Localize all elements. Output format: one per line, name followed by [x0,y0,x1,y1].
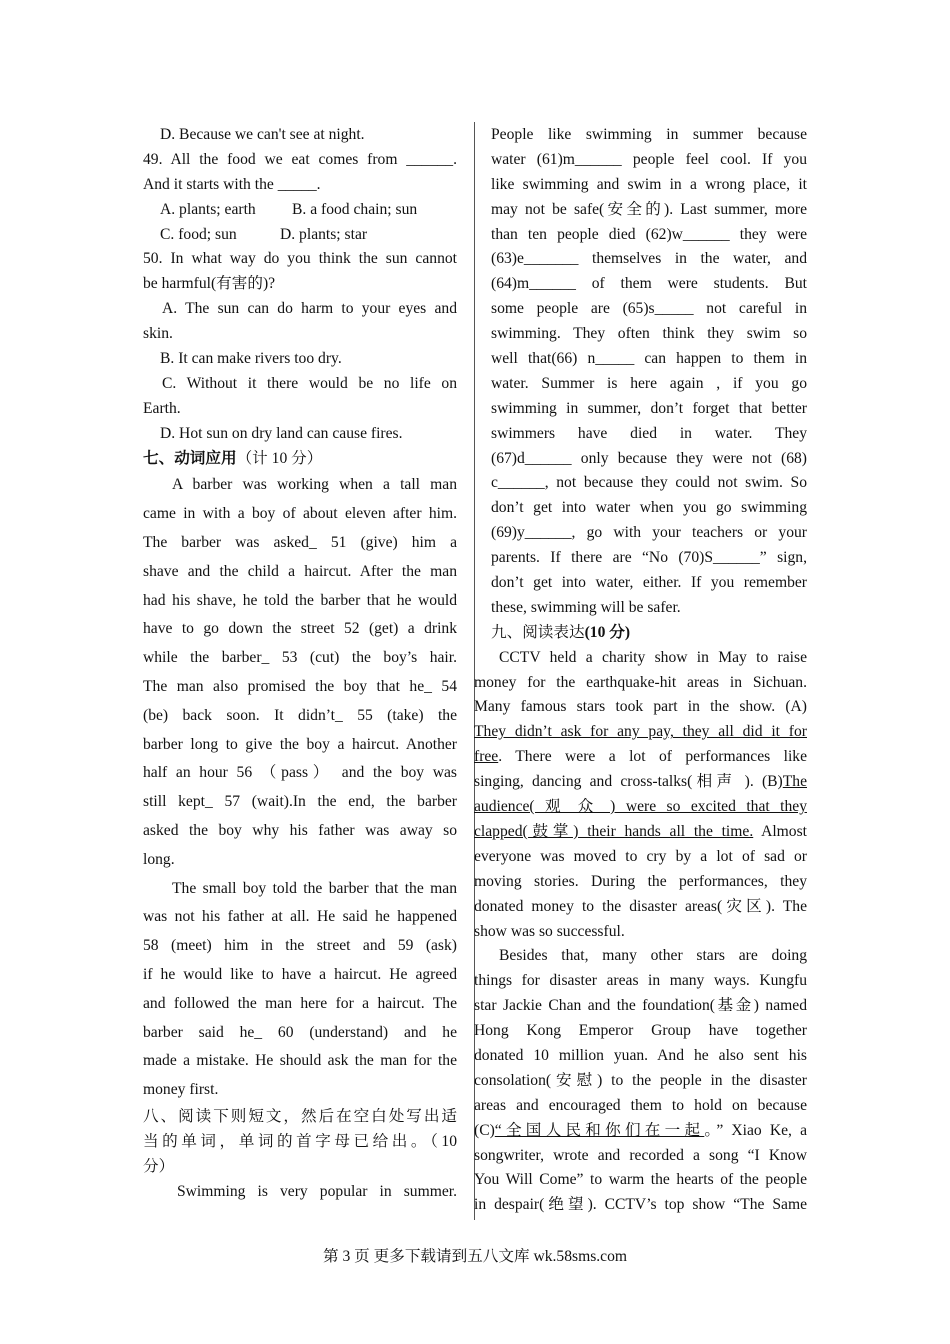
section-9-heading: 九、阅读表达(10 分) [491,623,631,641]
question-50: 50. In what way do you think the sun cannot be harmful(有害的)? A. The sun can do harm to your eyes and skin. B. It can make rivers too dry. C. Without it there would be no life on Earth. D. Hot sun on dry land can cause fires. [143,250,457,442]
sentence-a: They didn’t ask for any pay, they all did it for [474,723,807,741]
section-8-heading: 八、阅读下则短文，然后在空白处写出适 当的单词，单词的首字母已给出。（10 分） [143,1108,457,1175]
q49-options-cd: C. food; sun D. plants; star [160,225,368,243]
section-8-first-line: Swimming is very popular in summer. [177,1182,457,1200]
section-9-passage: CCTV held a charity show in May to raise money for the earthquake-hit areas in Sichuan. Many famous stars took part in the show. (A) They didn’t ask for any pay, they all did it for free. There were a lot of performances like singing, dancing and cross-talks(相声 ). (B)The audience( 观 众 ) were so excited that they clapped(鼓掌) their hands all the time. Almost everyone was moved to cry by a lot of sad or moving stories. During the performances, they donated money to the disaster areas(灾区). The show was so successful. Besides that, many other stars are doing things for disaster areas in many ways. Kungfu star Jackie Chan and the foundation(基金) named Hong Kong Emperor Group have together donated 10 million yuan. And he also sent his consolation(安慰) to the people in the disaster areas and encouraged them to hold on because (C)“全国人民和你们在一起。” Xiao Ke, a songwriter, wrote and recorded a song “I Know You Will Come” to warm the hearts of the people in despair(绝望). CCTV’s top show “The Same [474,648,807,1214]
sentence-b: audience( 观 众 ) were so excited that they [474,798,807,816]
page-footer: 第 3 页 更多下载请到五八文库 wk.58sms.com [322,1248,628,1265]
left-column [143,123,457,1205]
question-49: 49. All the food we eat comes from ______. And it starts with the _____. A. plants; earth B. a food chain; sun C. food; sun D. plants; star [143,148,457,248]
sentence-c: “全国人民和你们在一起 [494,1121,705,1139]
q49-options-ab: A. plants; earth B. a food chain; sun [160,200,418,218]
section-8-passage: People like swimming in summer because water (61)m______ people feel cool. If you like swimming and swim in a wrong place, it may not be safe(安全的). Last summer, more than ten people died (62)w______ they were (63)e_______ themselves in the water, and (64)m______ of them were students. But some people are (65)s_____ not careful in swimming. They often think they swim so well that(66) n_____ can happen to them in water. Summer is here again , if you go swimming in summer, don’t forget that better swimmers have died in water. They (67)d______ only because they were not (68) c______, not because they could not swim. So don’t get into water when you go swimming (69)y______, go with your teachers or your parents. If there are “No (70)S______” sign, don’t get into water, either. If you remember these, swimming will be safer. [491,126,807,616]
right-column [474,123,807,1218]
section-7-passage: A barber was working when a tall man came in with a boy of about eleven after him. The barber was asked_ 51 (give) him a shave and the child a haircut. After the man had his shave, he told the barber that he would have to go down the street 52 (get) a drink while the barber_ 53 (cut) the boy’s hair. The man also promised the boy that he_ 54 (be) back soon. It didn’t_ 55 (take) the barber long to give the boy a haircut. Another half an hour 56 （pass） and the boy was still kept_ 57 (wait).In the end, the barber asked the boy why his father was away so long. The small boy told the barber that the man was not his father at all. He said he happened 58 (meet) him in the street and 59 (ask) if he would like to have a haircut. He agreed and followed the man here for a haircut. The barber said he_ 60 (understand) and he made a mistake. He should ask the man for the money first. [143,476,457,1099]
section-7-heading: 七、动词应用（计 10 分） [143,449,323,467]
q48-option-d: D. Because we can't see at night. [160,126,365,143]
